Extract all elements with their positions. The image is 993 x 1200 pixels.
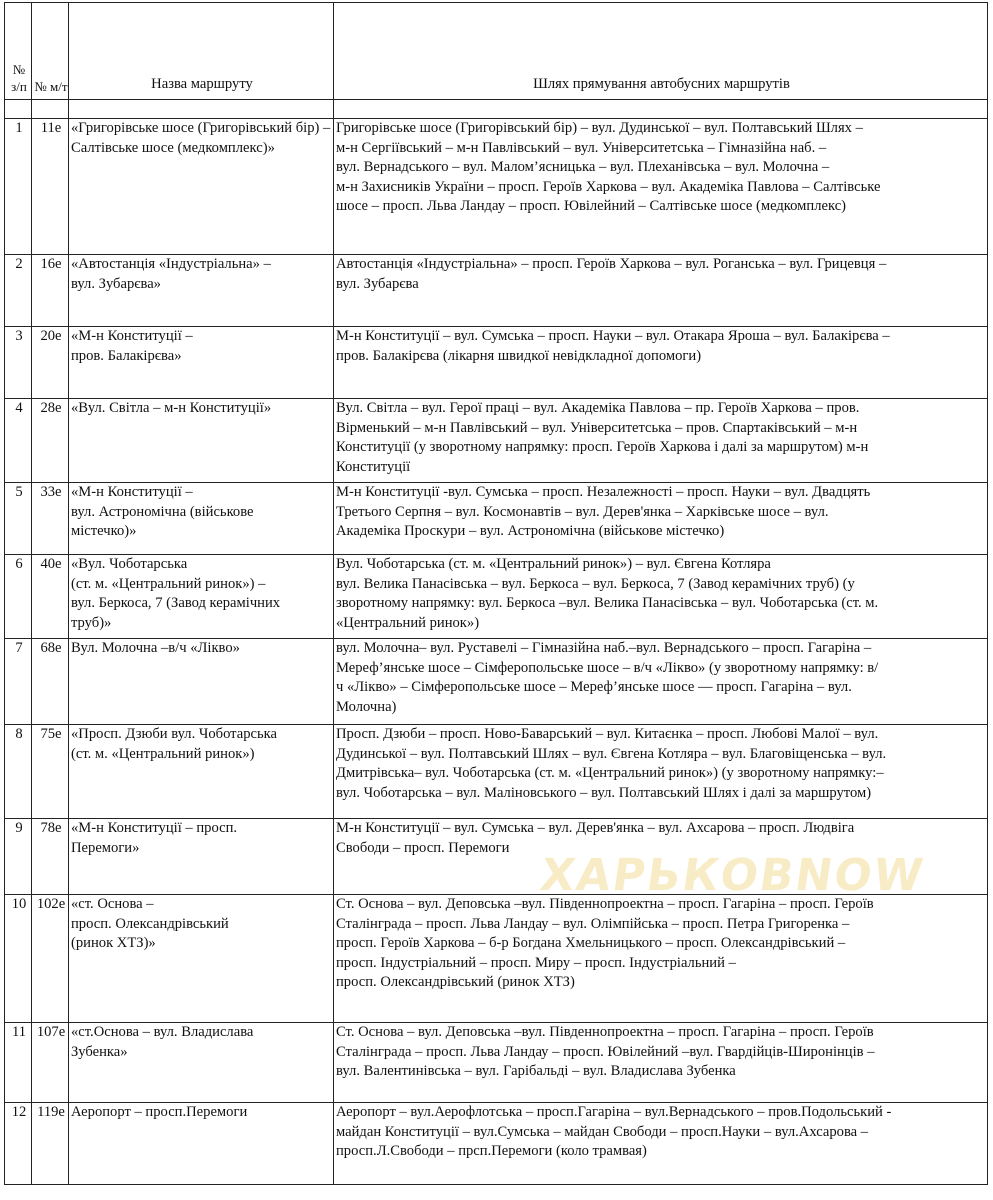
route-row	[5, 255, 988, 327]
route-row	[5, 639, 988, 725]
route-index: 3	[5, 327, 32, 399]
route-name: «Вул. Чоботарська (ст. м. «Центральний ринок») – вул. Беркоса, 7 (Завод керамічних труб)»	[69, 555, 334, 639]
header-route-name: Назва маршруту	[69, 3, 334, 100]
route-name: «М-н Конституції – просп. Перемоги»	[69, 819, 334, 895]
route-number: 33е	[32, 483, 69, 555]
spacer-cell	[69, 100, 334, 119]
route-path: Вул. Світла – вул. Герої праці – вул. Академіка Павлова – пр. Героїв Харкова – пров. Вірменький – м-н Павлівський – вул. Університетська – пров. Спартаківський – м-н Конституції (у зворотному напрямку: просп. Героїв Харкова і далі за маршрутом) м-н Конституції	[334, 399, 988, 483]
route-path: Автостанція «Індустріальна» – просп. Героїв Харкова – вул. Роганська – вул. Грицевця – вул. Зубарєва	[334, 255, 988, 327]
route-name: «Просп. Дзюби вул. Чоботарська (ст. м. «Центральний ринок»)	[69, 725, 334, 819]
route-path: вул. Молочна– вул. Руставелі – Гімназійна наб.–вул. Вернадського – просп. Гагаріна – Мереф’янське шосе – Сімферопольське шосе – в/ч «Лікво» (у зворотному напрямку: в/ ч «Лікво» – Сімферопольське шосе – Мереф’янське шосе — просп. Гагаріна – вул. Молочна)	[334, 639, 988, 725]
route-index: 4	[5, 399, 32, 483]
route-path: Ст. Основа – вул. Деповська –вул. Південнопроектна – просп. Гагаріна – просп. Героїв Сталінграда – просп. Льва Ландау – просп. Ювілейний –вул. Гвардійців-Широнінців – вул. Валентинівська – вул. Гарібальді – вул. Владислава Зубенка	[334, 1023, 988, 1103]
route-index: 11	[5, 1023, 32, 1103]
route-number: 102е	[32, 895, 69, 1023]
route-name: «М-н Конституції – вул. Астрономічна (військове містечко)»	[69, 483, 334, 555]
route-row	[5, 1023, 988, 1103]
route-path: Просп. Дзюби – просп. Ново-Баварський – вул. Китаєнка – просп. Любові Малої – вул. Дудинської – вул. Полтавський Шлях – вул. Євгена Котляра – вул. Благовіщенська – вул. Дмитрівська– вул. Чоботарська (ст. м. «Центральний ринок») (у зворотному напрямку:– вул. Чоботарська – вул. Маліновського – вул. Полтавський Шлях і далі за маршрутом)	[334, 725, 988, 819]
route-name: Аеропорт – просп.Перемоги	[69, 1103, 334, 1185]
route-path: М-н Конституції -вул. Сумська – просп. Незалежності – просп. Науки – вул. Двадцять Третього Серпня – вул. Космонавтів – вул. Дерев'янка – Харківське шосе – вул. Академіка Проскури – вул. Астрономічна (військове містечко)	[334, 483, 988, 555]
route-index: 12	[5, 1103, 32, 1185]
route-index: 2	[5, 255, 32, 327]
route-number: 40е	[32, 555, 69, 639]
route-path: Вул. Чоботарська (ст. м. «Центральний ринок») – вул. Євгена Котляра вул. Велика Панасівська – вул. Беркоса – вул. Беркоса, 7 (Завод керамічних труб) (у зворотному напрямку: вул. Беркоса –вул. Велика Панасівська – вул. Чоботарська (ст. м. «Центральний ринок»)	[334, 555, 988, 639]
route-name: Вул. Молочна –в/ч «Лікво»	[69, 639, 334, 725]
route-name: «ст. Основа – просп. Олександрівський (ринок ХТЗ)»	[69, 895, 334, 1023]
header-no: № з/п	[5, 3, 32, 100]
route-name: «Вул. Світла – м-н Конституції»	[69, 399, 334, 483]
route-index: 10	[5, 895, 32, 1023]
route-number: 20е	[32, 327, 69, 399]
header-route-no: № м/т	[32, 3, 69, 100]
route-row	[5, 555, 988, 639]
header-spacer-row	[5, 100, 988, 119]
routes-table	[4, 2, 988, 1185]
route-path: Григорівське шосе (Григорівський бір) – вул. Дудинської – вул. Полтавський Шлях – м-н Сергіївський – м-н Павлівський – вул. Університетська – Гімназійна наб. – вул. Вернадського – вул. Малом’ясницька – вул. Плеханівська – вул. Молочна – м-н Захисників України – просп. Героїв Харкова – вул. Академіка Павлова – Салтівське шосе – просп. Льва Ландау – просп. Ювілейний – Салтівське шосе (медкомплекс)	[334, 119, 988, 255]
route-path: М-н Конституції – вул. Сумська – вул. Дерев'янка – вул. Ахсарова – просп. Людвіга Свободи – просп. Перемоги	[334, 819, 988, 895]
route-row	[5, 399, 988, 483]
route-index: 8	[5, 725, 32, 819]
route-path: Аеропорт – вул.Аерофлотська – просп.Гагаріна – вул.Вернадського – пров.Подольський - майдан Конституції – вул.Сумська – майдан Свободи – просп.Науки – вул.Ахсарова – просп.Л.Свободи – прсп.Перемоги (коло трамвая)	[334, 1103, 988, 1185]
route-number: 107е	[32, 1023, 69, 1103]
route-number: 28е	[32, 399, 69, 483]
route-index: 5	[5, 483, 32, 555]
route-name: «ст.Основа – вул. Владислава Зубенка»	[69, 1023, 334, 1103]
route-index: 9	[5, 819, 32, 895]
route-row	[5, 1103, 988, 1185]
route-name: «М-н Конституції – пров. Балакірєва»	[69, 327, 334, 399]
route-row	[5, 725, 988, 819]
route-path: М-н Конституції – вул. Сумська – просп. Науки – вул. Отакара Яроша – вул. Балакірєва – пров. Балакірєва (лікарня швидкої невідкладної допомоги)	[334, 327, 988, 399]
route-number: 78е	[32, 819, 69, 895]
route-index: 7	[5, 639, 32, 725]
route-number: 68е	[32, 639, 69, 725]
spacer-cell	[5, 100, 32, 119]
header-route-path: Шлях прямування автобусних маршрутів	[334, 3, 988, 100]
route-index: 6	[5, 555, 32, 639]
route-index: 1	[5, 119, 32, 255]
watermark-logo: ХАРЬКОВNOW	[537, 850, 928, 901]
route-path: Ст. Основа – вул. Деповська –вул. Південнопроектна – просп. Гагаріна – просп. Героїв Сталінграда – просп. Льва Ландау – вул. Олімпійська – просп. Петра Григоренка – просп. Героїв Харкова – б-р Богдана Хмельницького – просп. Олександрівський – просп. Індустріальний – просп. Миру – просп. Індустріальний – просп. Олександрівський (ринок ХТЗ)	[334, 895, 988, 1023]
route-row	[5, 327, 988, 399]
route-row	[5, 895, 988, 1023]
route-number: 119е	[32, 1103, 69, 1185]
route-row	[5, 483, 988, 555]
spacer-cell	[32, 100, 69, 119]
route-name: «Автостанція «Індустріальна» – вул. Зубарєва»	[69, 255, 334, 327]
header-row	[5, 3, 988, 100]
route-number: 16е	[32, 255, 69, 327]
route-row	[5, 819, 988, 895]
spacer-cell	[334, 100, 988, 119]
route-row	[5, 119, 988, 255]
routes-body	[5, 119, 988, 1185]
route-name: «Григорівське шосе (Григорівський бір) – Салтівське шосе (медкомплекс)»	[69, 119, 334, 255]
route-number: 75е	[32, 725, 69, 819]
route-number: 11е	[32, 119, 69, 255]
